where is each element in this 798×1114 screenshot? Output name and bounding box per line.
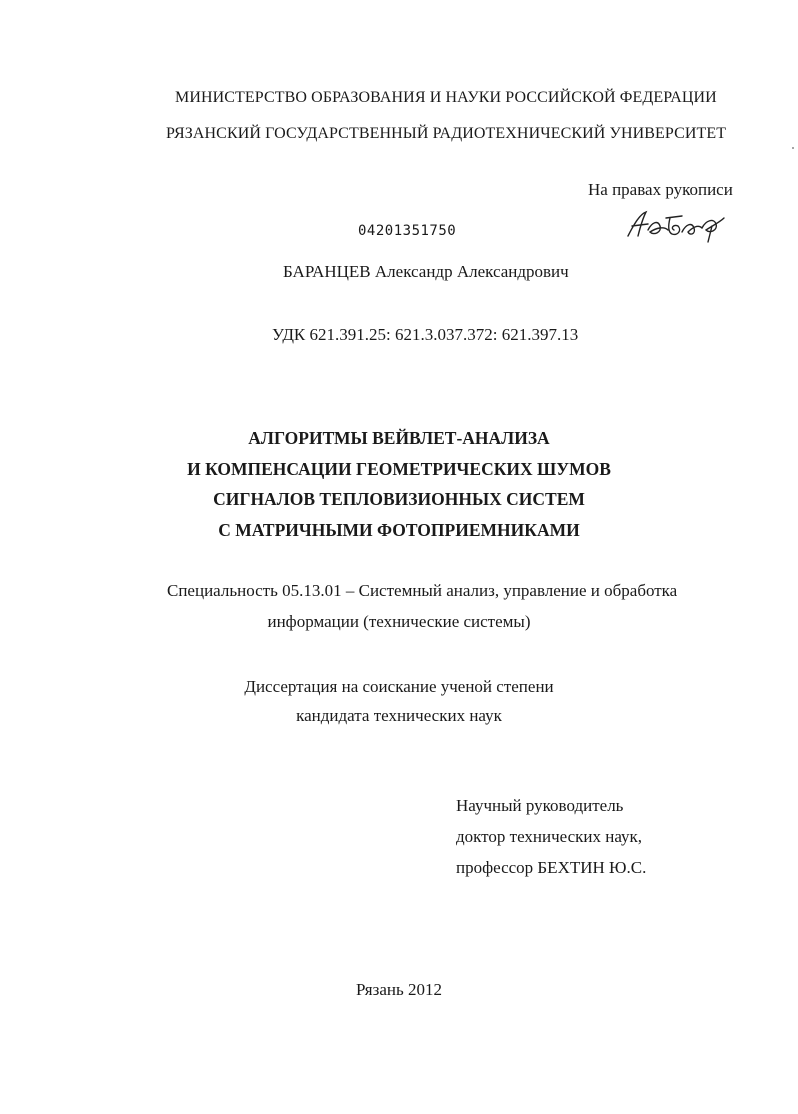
title-line-4: С МАТРИЧНЫМИ ФОТОПРИЕМНИКАМИ [218, 520, 580, 540]
scan-speck [792, 147, 794, 149]
rights-note: На правах рукописи [588, 180, 733, 199]
signature-icon [620, 204, 740, 244]
title-line-1: АЛГОРИТМЫ ВЕЙВЛЕТ-АНАЛИЗА [248, 428, 550, 448]
dissertation-line-1: Диссертация на соискание ученой степени [244, 677, 554, 696]
inventory-number: 04201351750 [358, 223, 457, 239]
university-heading: РЯЗАНСКИЙ ГОСУДАРСТВЕННЫЙ РАДИОТЕХНИЧЕСКИЙ УНИВЕРСИТЕТ [166, 125, 727, 142]
udc-code: УДК 621.391.25: 621.3.037.372: 621.397.13 [272, 325, 579, 344]
city-year: Рязань 2012 [356, 980, 442, 999]
dissertation-line-2: кандидата технических наук [296, 706, 502, 725]
specialty-line-2: информации (технические системы) [267, 612, 531, 631]
title-line-2: И КОМПЕНСАЦИИ ГЕОМЕТРИЧЕСКИХ ШУМОВ [187, 459, 611, 479]
title-line-3: СИГНАЛОВ ТЕПЛОВИЗИОННЫХ СИСТЕМ [213, 489, 585, 509]
supervisor-line-2: доктор технических наук, [456, 827, 643, 846]
ministry-heading: МИНИСТЕРСТВО ОБРАЗОВАНИЯ И НАУКИ РОССИЙСКОЙ ФЕДЕРАЦИИ [175, 89, 717, 106]
supervisor-line-1: Научный руководитель [456, 796, 624, 815]
specialty-line-1: Специальность 05.13.01 – Системный анализ, управление и обработка [167, 581, 678, 600]
supervisor-line-3: профессор БЕХТИН Ю.С. [456, 858, 647, 877]
author-name: БАРАНЦЕВ Александр Александрович [283, 262, 569, 281]
